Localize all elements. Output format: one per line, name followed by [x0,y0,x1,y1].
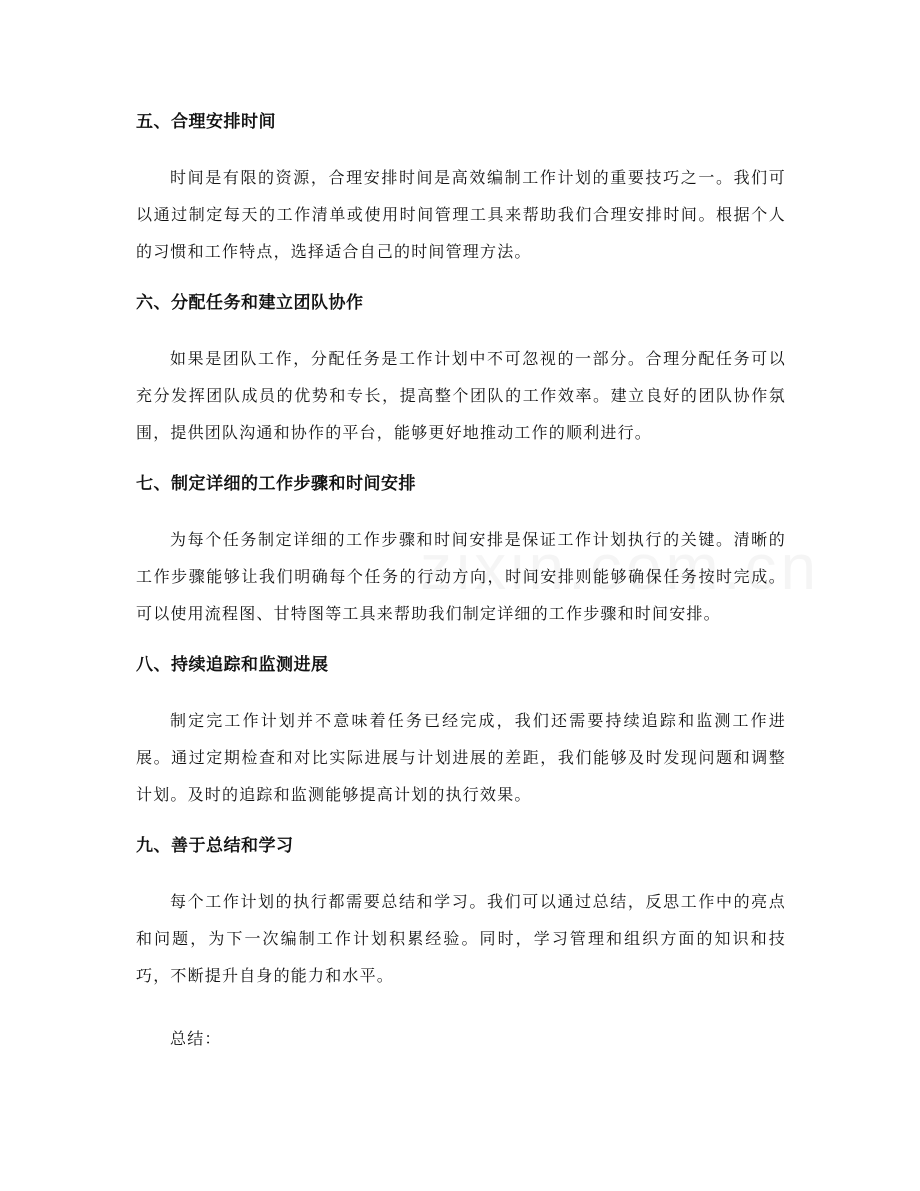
section-paragraph: 制定完工作计划并不意味着任务已经完成，我们还需要持续追踪和监测工作进展。通过定期检查和对比实际进展与计划进展的差距，我们能够及时发现问题和调整计划。及时的追踪和监测能够提高计划的执行效果。 [136,711,786,804]
section-7 [136,467,786,632]
section-9 [136,829,786,994]
section-heading: 六、分配任务和建立团队协作 [136,293,364,313]
section-heading: 八、持续追踪和监测进展 [136,655,329,675]
section-paragraph: 时间是有限的资源，合理安排时间是高效编制工作计划的重要技巧之一。我们可以通过制定每天的工作清单或使用时间管理工具来帮助我们合理安排时间。根据个人的习惯和工作特点，选择适合自己的时间管理方法。 [136,168,786,261]
section-5 [136,105,786,270]
document-body [136,105,786,1057]
section-paragraph: 为每个任务制定详细的工作步骤和时间安排是保证工作计划执行的关键。清晰的工作步骤能够让我们明确每个任务的行动方向，时间安排则能够确保任务按时完成。可以使用流程图、甘特图等工具来帮助我们制定详细的工作步骤和时间安排。 [136,530,786,623]
section-6 [136,286,786,451]
section-paragraph: 如果是团队工作，分配任务是工作计划中不可忽视的一部分。合理分配任务可以充分发挥团队成员的优势和专长，提高整个团队的工作效率。建立良好的团队协作氛围，提供团队沟通和协作的平台，能够更好地推动工作的顺利进行。 [136,349,786,442]
summary-label: 总结： [170,1029,222,1048]
section-8 [136,648,786,813]
section-paragraph: 每个工作计划的执行都需要总结和学习。我们可以通过总结，反思工作中的亮点和问题，为下一次编制工作计划积累经验。同时，学习管理和组织方面的知识和技巧，不断提升自身的能力和水平。 [136,892,786,985]
section-heading: 九、善于总结和学习 [136,836,294,856]
section-heading: 七、制定详细的工作步骤和时间安排 [136,474,416,494]
section-heading: 五、合理安排时间 [136,112,276,132]
